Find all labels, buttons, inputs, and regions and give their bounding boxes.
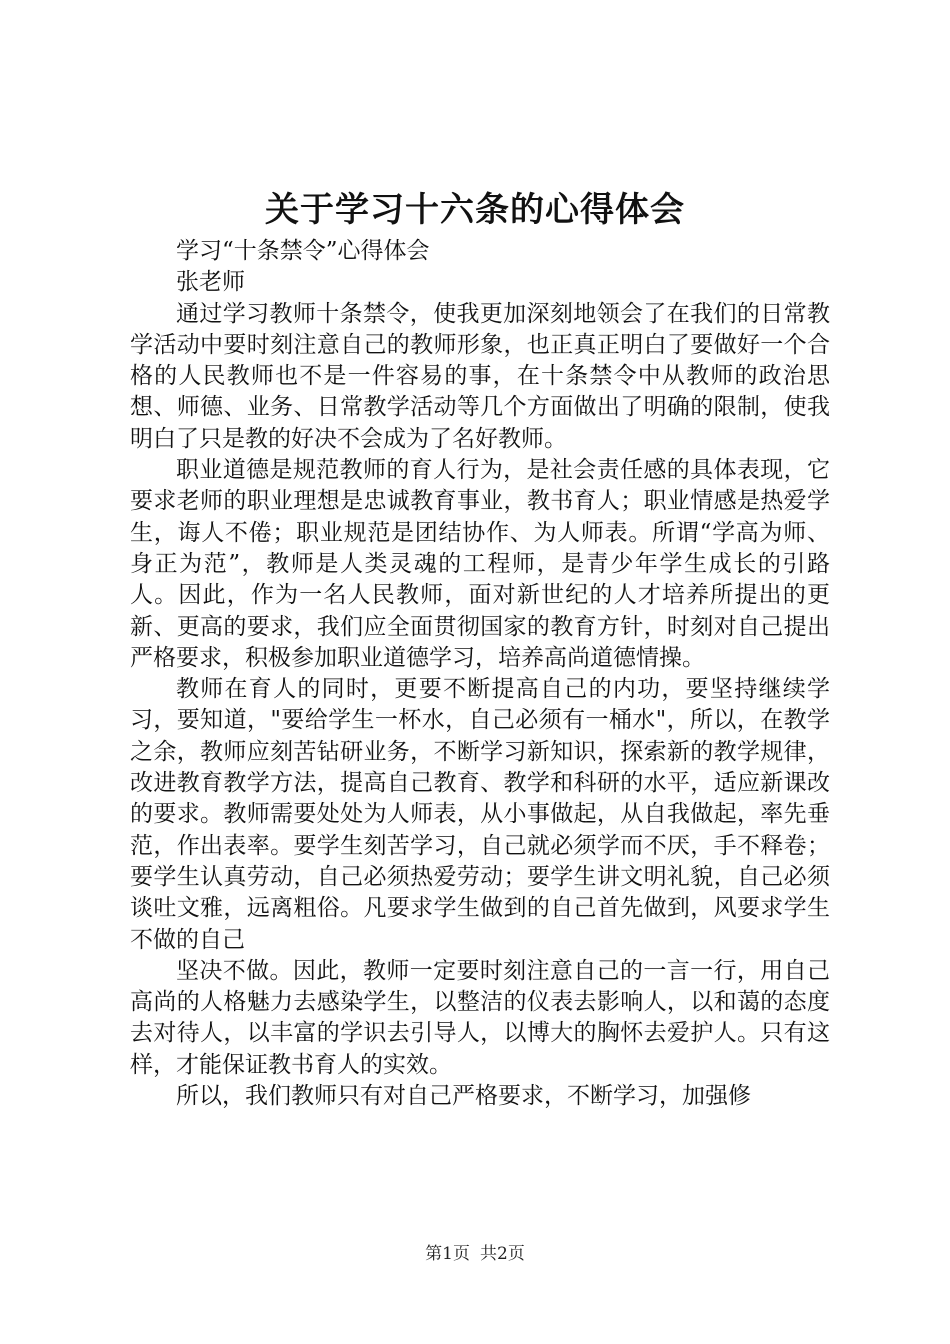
document-body bbox=[130, 236, 830, 1112]
subtitle-paragraph: 学习“十条禁令”心得体会 bbox=[176, 238, 430, 264]
document-title: 关于学习十六条的心得体会 bbox=[265, 190, 685, 230]
author-paragraph: 张老师 bbox=[176, 269, 245, 296]
body-paragraph: 所以，我们教师只有对自己严格要求，不断学习，加强修 bbox=[176, 1083, 751, 1110]
page-number-current: 第1页 bbox=[425, 1244, 470, 1264]
page-number-total: 共2页 bbox=[480, 1244, 525, 1264]
body-paragraph: 职业道德是规范教师的育人行为，是社会责任感的具体表现，它要求老师的职业理想是忠诚教育事业，教书育人；职业情感是热爱学生，诲人不倦；职业规范是团结协作、为人师表。所谓“学高为师、身正为范”，教师是人类灵魂的工程师，是青少年学生成长的引路人。因此，作为一名人民教师，面对新世纪的人才培养所提出的更新、更高的要求，我们应全面贯彻国家的教育方针，时刻对自己提出严格要求，积极参加职业道德学习，培养高尚道德情操。 bbox=[130, 457, 830, 671]
body-paragraph: 通过学习教师十条禁令，使我更加深刻地领会了在我们的日常教学活动中要时刻注意自己的教师形象，也正真正明白了要做好一个合格的人民教师也不是一件容易的事，在十条禁令中从教师的政治思想、师德、业务、日常教学活动等几个方面做出了明确的限制，使我明白了只是教的好决不会成为了名好教师。 bbox=[130, 300, 830, 452]
body-paragraph: 坚决不做。因此，教师一定要时刻注意自己的一言一行，用自己高尚的人格魅力去感染学生，以整洁的仪表去影响人，以和蔼的态度去对待人，以丰富的学识去引导人，以博大的胸怀去爱护人。只有这样，才能保证教书育人的实效。 bbox=[130, 957, 830, 1078]
page-footer bbox=[0, 1242, 950, 1266]
body-paragraph: 教师在育人的同时，更要不断提高自己的内功，要坚持继续学习，要知道，"要给学生一杯水，自己必须有一桶水"，所以，在教学之余，教师应刻苦钻研业务，不断学习新知识，探索新的教学规律，改进教育教学方法，提高自己教育、教学和科研的水平，适应新课改的要求。教师需要处处为人师表，从小事做起，从自我做起，率先垂范，作出表率。要学生刻苦学习，自己就必须学而不厌，手不释卷；要学生认真劳动，自己必须热爱劳动；要学生讲文明礼貌，自己必须谈吐文雅，远离粗俗。凡要求学生做到的自己首先做到，风要求学生不做的自己 bbox=[130, 676, 830, 953]
